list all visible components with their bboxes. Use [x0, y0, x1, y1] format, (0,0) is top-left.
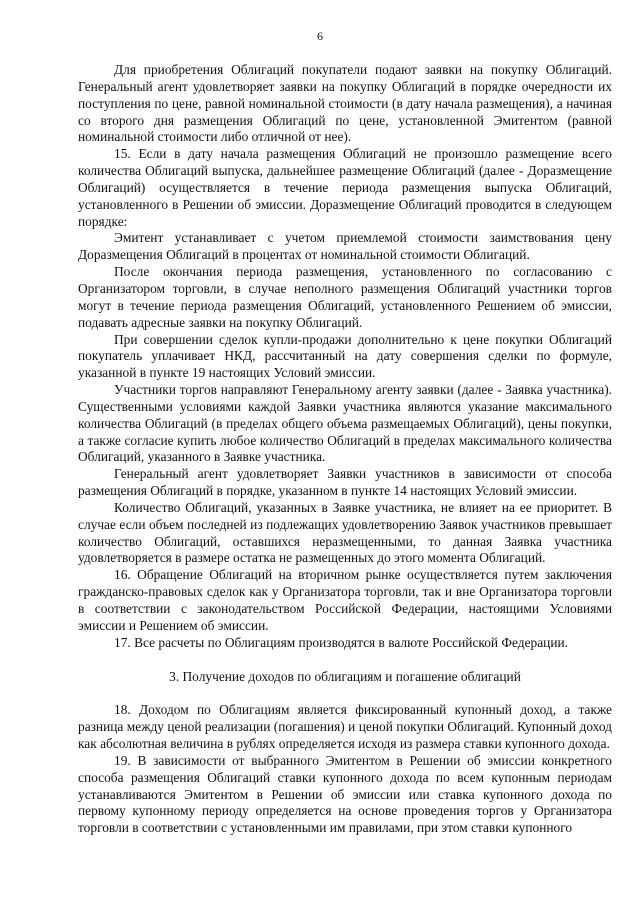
- paragraph-placement-price: Эмитент устанавливает с учетом приемлемой стоимости заимствования цену Доразмещения Облигаций в процентах от номинальной стоимости Облигаций.: [78, 230, 612, 263]
- paragraph-18-coupon-income: 18. Доходом по Облигациям является фиксированный купонный доход, а также разница между ценой реализации (погашения) и ценой покупки Облигаций. Купонный доход как абсолютная величина в рублях определяется исходя из размера ставки купонного дохода.: [78, 702, 612, 752]
- paragraph-bid-satisfaction: Генеральный агент удовлетворяет Заявки участников в зависимости от способа размещения Облигаций в порядке, указанном в пункте 14 настоящих Условий эмиссии.: [78, 466, 612, 499]
- paragraph-19-coupon-rate: 19. В зависимости от выбранного Эмитентом в Решении об эмиссии конкретного способа размещения Облигаций ставки купонного дохода по всем купонным периодам устанавливаются Эмитентом в Решении об эмиссии или ставка купонного дохода по первому купонному периоду определяется на основе проведения торгов у Организатора торговли в соответствии с установленными им правилами, при этом ставки купонного: [78, 752, 612, 836]
- paragraph-15-additional-placement: 15. Если в дату начала размещения Облигаций не произошло размещение всего количества Облигаций выпуска, дальнейшее размещение Облигаций (далее - Доразмещение Облигаций) осуществляется в течение периода размещения выпуска Облигаций, установленного в Решении об эмиссии. Доразмещение Облигаций проводится в следующем порядке:: [78, 146, 612, 229]
- paragraph-bid-priority: Количество Облигаций, указанных в Заявке участника, не влияет на ее приоритет. В случае если объем последней из подлежащих удовлетворению Заявок участников превышает количество Облигаций, оставшихся неразмещенными, то данная Заявка участника удовлетворяется в размере остатка не размещенных до этого момента Облигаций.: [78, 499, 612, 566]
- paragraph-17-settlement-currency: 17. Все расчеты по Облигациям производятся в валюте Российской Федерации.: [114, 634, 569, 650]
- paragraph-purchase-applications: Для приобретения Облигаций покупатели подают заявки на покупку Облигаций. Генеральный агент удовлетворяет заявки на покупку Облигаций в порядке очередности их поступления по цене, равной номинальной стоимости (в дату начала размещения), а начиная со второго дня размещения Облигаций по цене, установленной Эмитентом (равной номинальной стоимости либо отличной от нее).: [78, 62, 612, 145]
- document-body: [78, 62, 612, 837]
- section-heading: 3. Получение доходов по облигациям и погашение облигаций: [169, 668, 521, 684]
- page-number: 6: [317, 29, 323, 43]
- paragraph-accrued-interest: При совершении сделок купли-продажи дополнительно к цене покупки Облигаций покупатель уплачивает НКД, рассчитанный на дату совершения сделки по формуле, указанной в пункте 19 настоящих Условий эмиссии.: [78, 331, 612, 381]
- paragraph-address-bids: После окончания периода размещения, установленного по согласованию с Организатором торговли, в случае неполного размещения Облигаций участники торгов могут в течение периода размещения Облигаций, установленного Решением об эмиссии, подавать адресные заявки на покупку Облигаций.: [78, 264, 612, 330]
- paragraph-16-secondary-market: 16. Обращение Облигаций на вторичном рынке осуществляется путем заключения гражданско-правовых сделок как у Организатора торговли, так и вне Организатора торговли в соответствии с законодательством Российской Федерации, настоящими Условиями эмиссии и Решением об эмиссии.: [78, 567, 612, 633]
- paragraph-participant-bids: Участники торгов направляют Генеральному агенту заявки (далее - Заявка участника). Существенными условиями каждой Заявки участника являются указание максимального количества Облигаций (в пределах общего объема размещаемых Облигаций), цены покупки, а также согласие купить любое количество Облигаций в пределах максимального количества Облигаций, указанного в Заявке участника.: [78, 382, 612, 465]
